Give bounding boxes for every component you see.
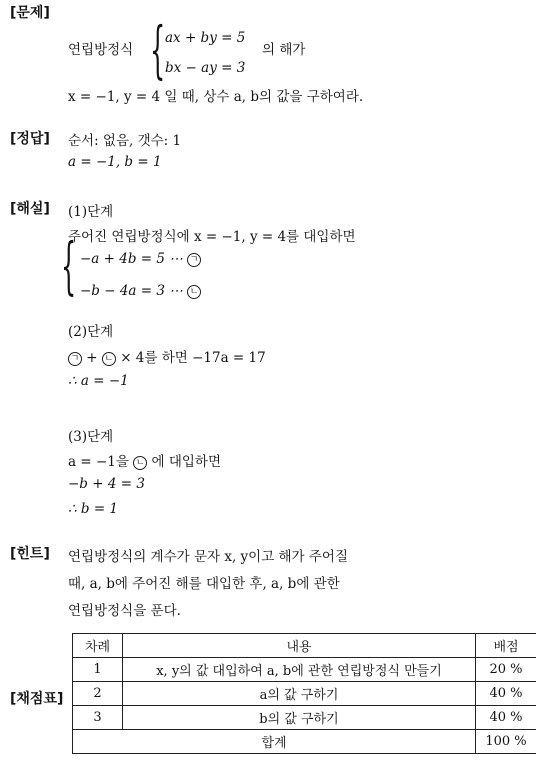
step2-operation: × 4를 하면 −17a = 17 <box>120 350 266 366</box>
problem-condition: x = −1, y = 4 일 때, 상수 a, b의 값을 구하여라. <box>68 89 364 105</box>
system-brace: { <box>150 15 166 87</box>
section-label-rubric: [채점표] <box>10 691 64 707</box>
rubric-row-score: 40 % <box>476 682 536 706</box>
rubric-total-label: 합계 <box>73 730 476 754</box>
rubric-row <box>73 706 536 730</box>
answer-value: a = −1, b = 1 <box>68 154 162 170</box>
rubric-table <box>72 633 536 754</box>
hint-line-3: 연립방정식을 푼다. <box>68 603 181 619</box>
section-label-hint: [힌트] <box>10 546 50 562</box>
solution-system-brace: { <box>61 231 77 303</box>
answer-meta: 순서: 없음, 갯수: 1 <box>68 133 182 149</box>
circled-mark-1-ref: ㄱ <box>68 352 82 366</box>
solution-equation-2-text: −b − 4a = 3 ⋯ <box>80 283 183 299</box>
step2-plus: + <box>86 350 98 366</box>
rubric-row-score: 40 % <box>476 706 536 730</box>
circled-mark-2-ref-2: ㄴ <box>133 456 147 470</box>
problem-equation-1: ax + by = 5 <box>165 30 246 46</box>
rubric-row-content: x, y의 값 대입하여 a, b에 관한 연립방정식 만들기 <box>123 658 476 682</box>
rubric-row <box>73 658 536 682</box>
step1-text: 주어진 연립방정식에 x = −1, y = 4를 대입하면 <box>68 229 356 245</box>
rubric-total-row <box>73 730 536 754</box>
step3-title: (3)단계 <box>68 429 114 445</box>
step3-text-b: 에 대입하면 <box>151 454 221 470</box>
problem-prefix: 연립방정식 <box>68 42 134 58</box>
section-label-problem: [문제] <box>10 5 50 21</box>
rubric-header-score: 배점 <box>476 634 536 658</box>
solution-equation-1 <box>80 251 201 267</box>
rubric-header-content: 내용 <box>123 634 476 658</box>
step3-text <box>68 450 221 470</box>
problem-suffix: 의 해가 <box>262 42 306 58</box>
step2-title: (2)단계 <box>68 324 114 340</box>
step3-equation: −b + 4 = 3 <box>68 476 145 492</box>
rubric-row-order: 1 <box>73 658 123 682</box>
section-label-solution: [해설] <box>10 201 50 217</box>
rubric-total-value: 100 % <box>476 730 536 754</box>
rubric-row-content: a의 값 구하기 <box>123 682 476 706</box>
rubric-row-order: 2 <box>73 682 123 706</box>
circled-mark-2: ㄴ <box>187 285 201 299</box>
rubric-row-score: 20 % <box>476 658 536 682</box>
rubric-header-row <box>73 634 536 658</box>
section-label-answer: [정답] <box>10 131 50 147</box>
hint-line-2: 때, a, b에 주어진 해를 대입한 후, a, b에 관한 <box>68 576 340 592</box>
rubric-row-content: b의 값 구하기 <box>123 706 476 730</box>
step1-title: (1)단계 <box>68 204 114 220</box>
step2-text <box>68 346 266 366</box>
solution-equation-1-text: −a + 4b = 5 ⋯ <box>80 251 183 267</box>
problem-equation-2: bx − ay = 3 <box>165 60 246 76</box>
solution-equation-2 <box>80 283 201 299</box>
step3-text-a: a = −1을 <box>68 454 129 470</box>
step3-result: ∴ b = 1 <box>68 501 119 517</box>
rubric-header-order: 차례 <box>73 634 123 658</box>
rubric-row-order: 3 <box>73 706 123 730</box>
hint-line-1: 연립방정식의 계수가 문자 x, y이고 해가 주어질 <box>68 549 349 565</box>
rubric-row <box>73 682 536 706</box>
step2-result: ∴ a = −1 <box>68 373 129 389</box>
circled-mark-2-ref: ㄴ <box>102 352 116 366</box>
circled-mark-1: ㄱ <box>187 253 201 267</box>
